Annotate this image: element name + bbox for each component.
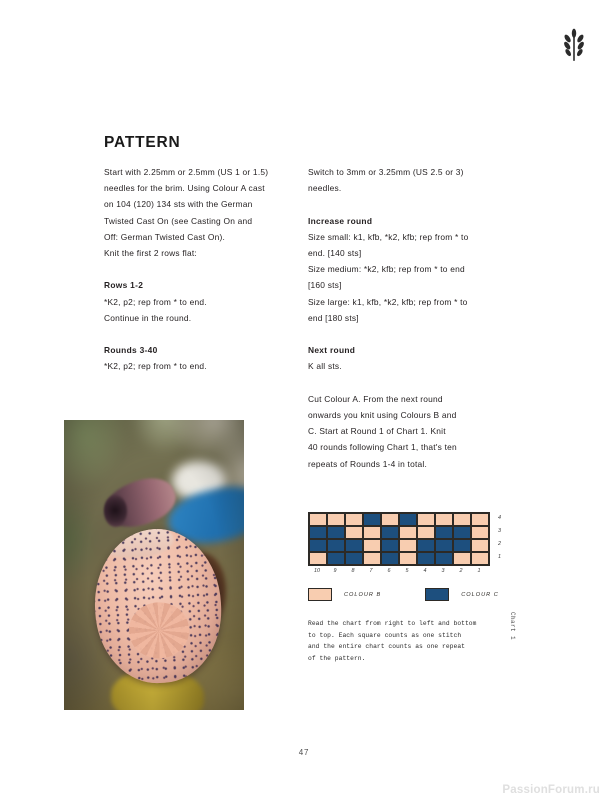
chart-cell [417,539,435,552]
chart-cell [471,539,489,552]
chart-cell [363,539,381,552]
body-text-line: Size large: k1, kfb, *k2, kfb; rep from * to [308,296,468,307]
paragraph-spacer [104,326,304,342]
legend-item-colour-b [308,588,381,601]
chart-cell [381,539,399,552]
chart-cell [435,539,453,552]
body-text-line: Cut Colour A. From the next round [308,393,443,404]
chart-cell [453,526,471,539]
chart-cell [417,513,435,526]
photo-content [64,420,244,710]
body-text-line: *K2, p2; rep from * to end. [104,361,207,372]
legend-item-colour-c [425,588,499,601]
chart-row-label: 4 [498,515,502,521]
photo-vignette [64,420,244,710]
chart-cell [327,526,345,539]
chart-cell [471,513,489,526]
chart-column-label: 6 [387,568,391,574]
chart-row-label: 1 [498,554,502,560]
chart-caption-line: Read the chart from right to left and bottom [308,620,477,627]
body-text-line: Continue in the round. [104,312,192,323]
chart-column-label: 9 [333,568,337,574]
chart-legend [308,588,499,601]
chart-cell [363,552,381,565]
chart-cell [471,526,489,539]
chart-caption-line: and the entire chart counts as one repeat [308,643,465,650]
chart-cell [399,513,417,526]
chart-cell [309,513,327,526]
chart-column-label: 2 [459,568,463,574]
chart-cell [327,513,345,526]
body-text-line: needles. [308,183,342,194]
chart-cell [309,526,327,539]
hat-photograph [64,420,244,710]
body-text-line: end [180 sts] [308,312,359,323]
chart-cell [453,513,471,526]
paragraph-spacer [308,326,508,342]
chart-cell [363,513,381,526]
body-text-line: 40 rounds following Chart 1, that's ten [308,442,457,453]
body-text-line: on 104 (120) 134 sts with the German [104,199,253,210]
chart-cell [453,539,471,552]
chart-column-label: 3 [441,568,445,574]
chart-cell [345,552,363,565]
chart-column-label: 4 [423,568,427,574]
body-text-line: Twisted Cast On (see Casting On and [104,215,253,226]
paragraph-spacer [104,261,304,277]
watermark: PassionForum.ru [502,784,600,796]
chart-cell [345,526,363,539]
chart-cell [345,539,363,552]
body-text-line: Size medium: *k2, kfb; rep from * to end [308,264,465,275]
page-title: PATTERN [104,134,181,151]
paragraph-spacer [308,196,508,212]
chart-column-label: 5 [405,568,409,574]
body-text-line: C. Start at Round 1 of Chart 1. Knit [308,426,446,437]
legend-swatch-colour-c [425,588,449,601]
chart-row-labels [498,512,516,564]
section-subheading: Increase round [308,215,373,226]
body-text-line: Start with 2.25mm or 2.5mm (US 1 or 1.5) [104,167,269,177]
section-subheading: Rows 1-2 [104,280,144,291]
section-subheading: Next round [308,345,356,356]
chart-cell [363,526,381,539]
chart-cell [435,513,453,526]
chart-row-label: 3 [498,528,502,534]
page-number: 47 [298,748,310,757]
chart-caption [308,618,508,664]
chart-side-label: Chart 1 [509,612,516,641]
chart-column-label: 10 [314,568,320,574]
body-text-line: Off: German Twisted Cast On). [104,231,226,242]
chart-cell [399,526,417,539]
chart-column-label: 7 [369,568,373,574]
chart-cell [345,513,363,526]
body-text-line: needles for the brim. Using Colour A cast [104,183,265,194]
body-text-line: repeats of Rounds 1-4 in total. [308,458,428,469]
chart-row-label: 2 [498,541,502,547]
sprig-leaf-icon [558,28,590,62]
body-text-line: Switch to 3mm or 3.25mm (US 2.5 or 3) [308,167,464,177]
chart-cell [327,552,345,565]
pattern-text-left-column [104,164,304,375]
legend-label-colour-c: COLOUR C [461,591,499,598]
body-text-line: K all sts. [308,361,342,372]
section-subheading: Rounds 3-40 [104,345,158,356]
chart-cell [327,539,345,552]
body-text-line: end. [140 sts] [308,248,362,258]
pattern-text-right-column [308,164,508,472]
chart-cell [381,526,399,539]
paragraph-spacer [308,375,508,391]
chart-column-label: 1 [477,568,481,574]
body-text-line: onwards you knit using Colours B and [308,410,457,420]
chart-cell [399,539,417,552]
chart-cell [399,552,417,565]
body-text-line: *K2, p2; rep from * to end. [104,296,207,307]
legend-swatch-colour-b [308,588,332,601]
chart-cell [309,539,327,552]
chart-cell [417,552,435,565]
chart-column-labels [308,568,488,574]
body-text-line: Knit the first 2 rows flat: [104,248,197,259]
chart-cell [435,552,453,565]
chart-cell [417,526,435,539]
chart-caption-line: to top. Each square counts as one stitch [308,631,462,639]
chart-caption-line: of the pattern. [308,654,366,662]
chart-cell [453,552,471,565]
legend-label-colour-b: COLOUR B [344,591,382,598]
chart-cell [435,526,453,539]
chart-cell [309,552,327,565]
body-text-line: [160 sts] [308,280,342,291]
body-text-line: Size small: k1, kfb, *k2, kfb; rep from * to [308,231,469,242]
chart-cell [471,552,489,565]
chart-cell [381,513,399,526]
chart-cell [381,552,399,565]
chart-column-label: 8 [351,568,355,574]
chart-grid [308,512,490,566]
chart-1 [308,512,490,566]
